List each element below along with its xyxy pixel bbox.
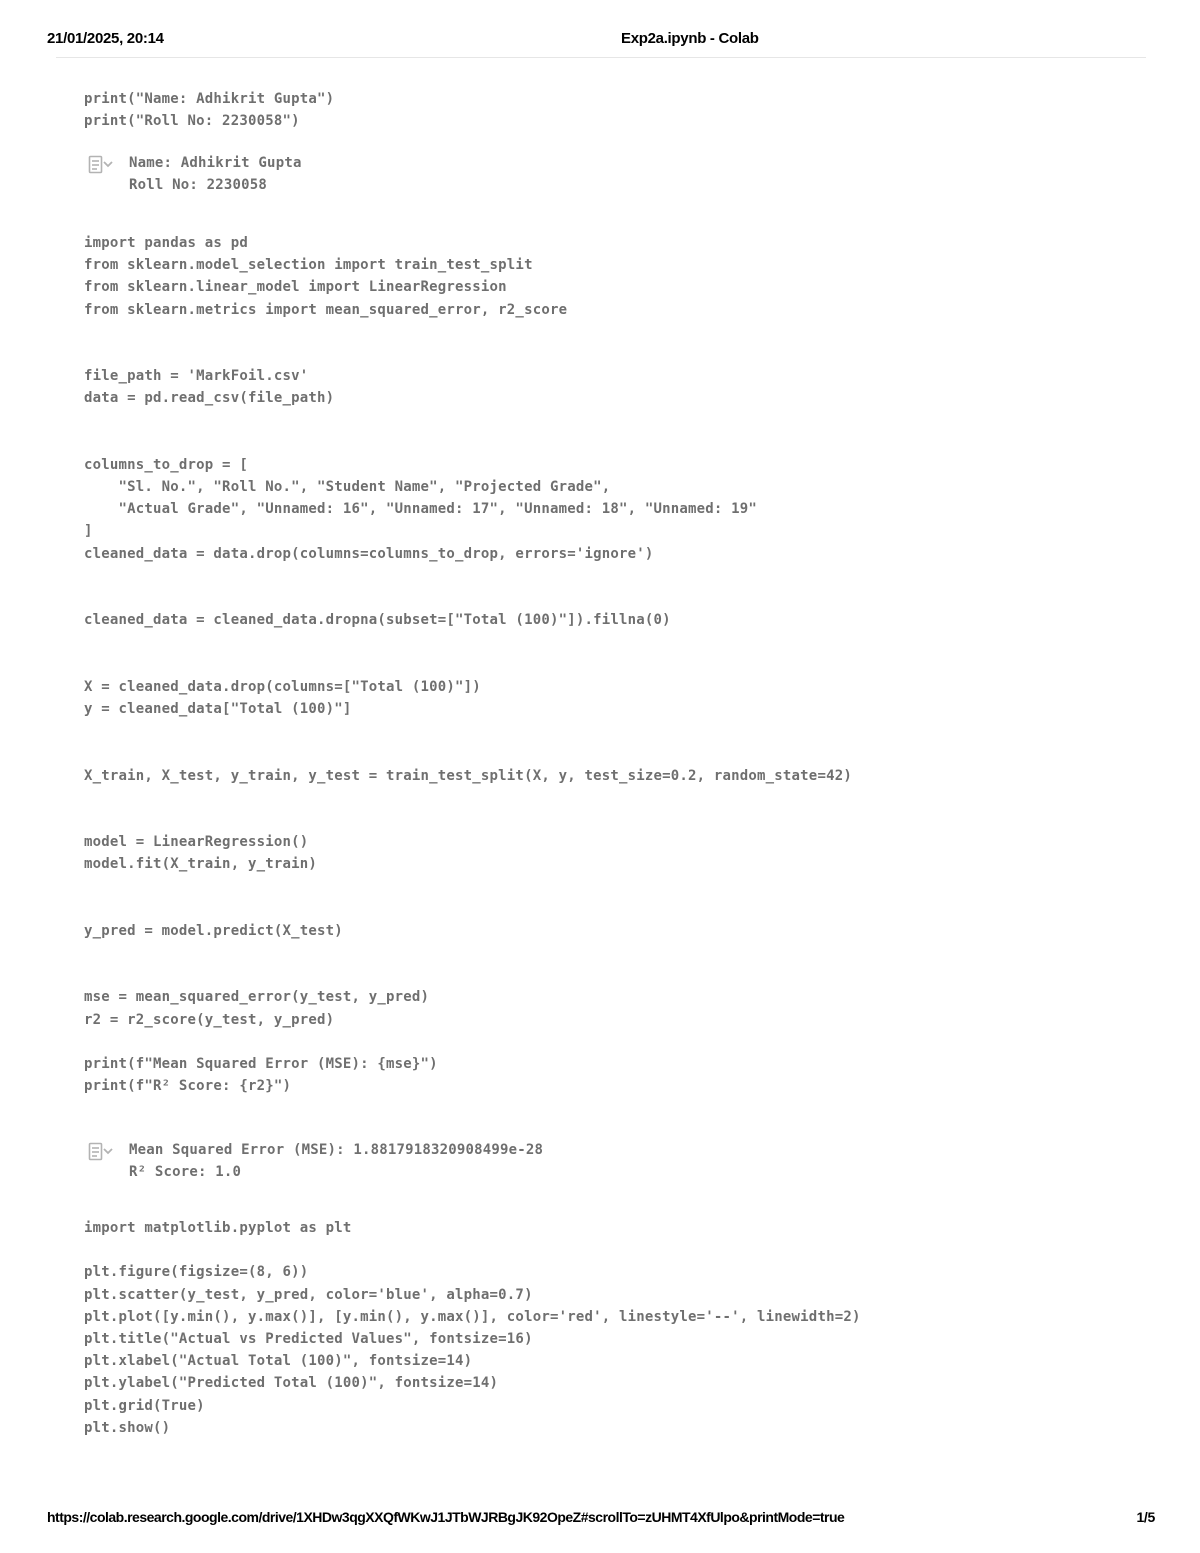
code-line: data = pd.read_csv(file_path) bbox=[84, 390, 335, 407]
code-line bbox=[84, 565, 852, 587]
code-line: "Actual Grade", "Unnamed: 16", "Unnamed: 17", "Unnamed: 18", "Unnamed: 19" bbox=[84, 501, 758, 518]
code-line bbox=[84, 410, 852, 432]
code-line: X_train, X_test, y_train, y_test = train_test_split(X, y, test_size=0.2, random_state=42) bbox=[84, 767, 852, 784]
code-cell[interactable] bbox=[84, 232, 852, 1097]
code-line: columns_to_drop = [ bbox=[84, 456, 248, 473]
code-line: print(f"R² Score: {r2}") bbox=[84, 1078, 292, 1095]
code-line: print("Roll No: 2230058") bbox=[84, 113, 300, 130]
code-line: plt.show() bbox=[84, 1419, 171, 1436]
output-toggle-icon[interactable] bbox=[88, 1141, 114, 1163]
code-line: cleaned_data = data.drop(columns=columns_to_drop, errors='ignore') bbox=[84, 545, 654, 562]
code-line: cleaned_data = cleaned_data.dropna(subset=["Total (100)"]).fillna(0) bbox=[84, 612, 671, 629]
page-number: 1/5 bbox=[1136, 1509, 1155, 1525]
code-line: print("Name: Adhikrit Gupta") bbox=[84, 91, 335, 107]
code-line bbox=[84, 787, 852, 809]
output-line: Mean Squared Error (MSE): 1.8817918320908499e-28 bbox=[129, 1142, 544, 1158]
output-line: Roll No: 2230058 bbox=[129, 177, 268, 194]
code-line: y = cleaned_data["Total (100)"] bbox=[84, 700, 352, 717]
output-toggle-icon[interactable] bbox=[88, 154, 114, 176]
output-line: Name: Adhikrit Gupta bbox=[129, 155, 302, 171]
code-line bbox=[84, 1239, 861, 1261]
code-line: print(f"Mean Squared Error (MSE): {mse}") bbox=[84, 1055, 438, 1072]
print-footer bbox=[47, 1509, 1155, 1529]
code-line bbox=[84, 898, 852, 920]
code-line bbox=[84, 809, 852, 831]
code-line: from sklearn.model_selection import train_test_split bbox=[84, 257, 533, 274]
code-line: X = cleaned_data.drop(columns=["Total (100)"]) bbox=[84, 678, 481, 695]
code-line bbox=[84, 343, 852, 365]
code-line: from sklearn.linear_model import LinearRegression bbox=[84, 279, 507, 296]
code-line bbox=[84, 631, 852, 653]
code-line: plt.title("Actual vs Predicted Values", fontsize=16) bbox=[84, 1330, 533, 1347]
print-date: 21/01/2025, 20:14 bbox=[47, 30, 164, 47]
code-line: import matplotlib.pyplot as plt bbox=[84, 1220, 352, 1236]
code-line: y_pred = model.predict(X_test) bbox=[84, 922, 343, 939]
code-line: from sklearn.metrics import mean_squared_error, r2_score bbox=[84, 301, 568, 318]
code-cell[interactable] bbox=[84, 88, 334, 132]
code-line: mse = mean_squared_error(y_test, y_pred) bbox=[84, 989, 430, 1006]
code-line: ] bbox=[84, 523, 93, 540]
code-line bbox=[84, 942, 852, 964]
code-line bbox=[84, 742, 852, 764]
code-cell[interactable] bbox=[84, 1217, 861, 1439]
code-line: model.fit(X_train, y_train) bbox=[84, 856, 317, 873]
page-url: https://colab.research.google.com/drive/1XHDw3qgXXQfWKwJ1JTbWJRBgJK92OpeZ#scrollTo=zUHMT4XfUlpo&printMode=true bbox=[47, 1509, 845, 1525]
code-line: r2 = r2_score(y_test, y_pred) bbox=[84, 1011, 335, 1028]
code-line bbox=[84, 964, 852, 986]
code-line bbox=[84, 720, 852, 742]
code-line bbox=[84, 875, 852, 897]
code-line: model = LinearRegression() bbox=[84, 834, 309, 851]
code-line bbox=[84, 432, 852, 454]
code-line: "Sl. No.", "Roll No.", "Student Name", "Projected Grade", bbox=[84, 479, 611, 496]
output-line: R² Score: 1.0 bbox=[129, 1164, 242, 1181]
code-line: plt.ylabel("Predicted Total (100)", fontsize=14) bbox=[84, 1375, 499, 1392]
code-line: import pandas as pd bbox=[84, 235, 248, 251]
code-line bbox=[84, 321, 852, 343]
code-line: plt.plot([y.min(), y.max()], [y.min(), y.max()], color='red', linestyle='--', linewidth=2) bbox=[84, 1308, 861, 1325]
code-line: plt.figure(figsize=(8, 6)) bbox=[84, 1264, 309, 1281]
code-line: plt.xlabel("Actual Total (100)", fontsize=14) bbox=[84, 1353, 473, 1370]
code-line bbox=[84, 1031, 852, 1053]
code-line: plt.grid(True) bbox=[84, 1397, 205, 1414]
code-line bbox=[84, 654, 852, 676]
code-line bbox=[84, 587, 852, 609]
code-line: plt.scatter(y_test, y_pred, color='blue', alpha=0.7) bbox=[84, 1286, 533, 1303]
code-line: file_path = 'MarkFoil.csv' bbox=[84, 368, 309, 385]
notebook-title: Exp2a.ipynb - Colab bbox=[621, 30, 759, 47]
